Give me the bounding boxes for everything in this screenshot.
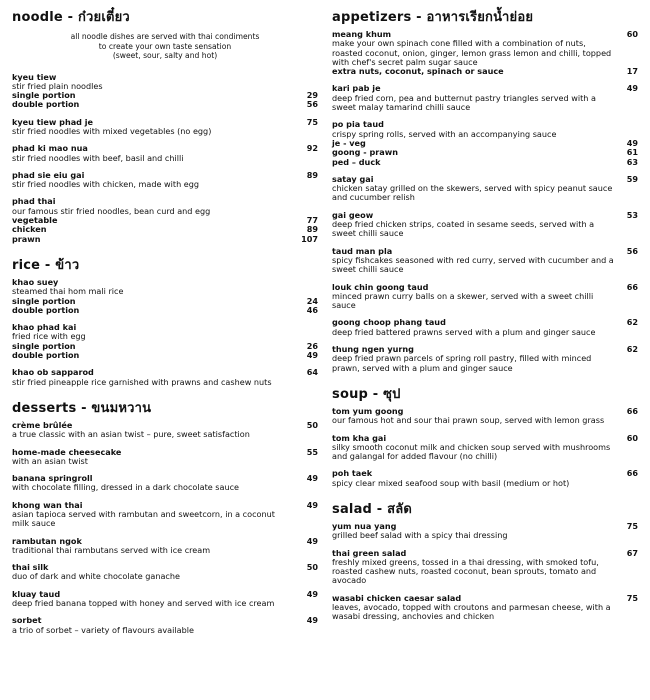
dish-name: phad thai [12,196,56,207]
dish-name: kari pab je [332,83,381,94]
dish-price: 49 [306,535,318,546]
section-intro [12,32,318,61]
dish-name: gai geow [332,209,374,220]
option-label: single portion [12,90,76,101]
option-label: chicken [12,224,47,235]
menu-item [12,590,318,609]
menu-item [332,247,638,275]
dish-price: 75 [626,520,638,531]
dish-description: leaves, avocado, topped with croutons and parmesan cheese, with a wasabi dressing, anchovies and chicken [332,602,611,622]
dish-price: 53 [626,209,638,220]
option-price: 17 [626,66,638,77]
option-label: je - veg [332,137,366,148]
menu-item [12,448,318,467]
menu-item [332,594,638,622]
menu-section [12,254,318,387]
option-label: ped – duck [332,156,381,167]
dish-name: rambutan ngok [12,535,82,546]
menu-item [12,73,318,110]
dish-description: freshly mixed greens, tossed in a thai dressing, with smoked tofu, roasted cashew nuts, roasted coconut, bean sprouts, tomato and avocado [332,556,599,586]
price-option [332,158,638,167]
option-price: 24 [306,295,318,306]
dish-name: khao phad kai [12,322,77,333]
price-option [12,225,318,234]
dish-name: khong wan thai [12,499,83,510]
menu-item [332,549,638,586]
menu-item [12,368,318,387]
menu-item [12,501,318,529]
dish-name: yum nua yang [332,520,397,531]
dish-description: stir fried noodles with beef, basil and chilli [12,152,184,163]
dish-description: deep fried battered prawns served with a plum and ginger sauce [332,326,596,337]
option-label: double portion [12,304,80,315]
dish-description: traditional thai rambutans served with ice cream [12,544,211,555]
dish-name: tom kha gai [332,432,387,443]
dish-name: taud man pla [332,245,393,256]
dish-description: asian tapioca served with rambutan and sweetcorn, in a coconut milk sauce [12,509,275,529]
dish-price: 49 [306,473,318,484]
dish-name: thung ngen yurng [332,344,414,355]
dish-description: deep fried chicken strips, coated in sesame seeds, served with a sweet chilli sauce [332,219,595,239]
dish-description: with chocolate filling, dressed in a dark chocolate sauce [12,482,240,493]
menu-item [332,211,638,239]
dish-description: with an asian twist [12,455,88,466]
dish-description: fried rice with egg [12,331,86,342]
dish-description: our famous stir fried noodles, bean curd and egg [12,205,211,216]
option-price: 49 [626,137,638,148]
section-title: appetizers - อาหารเรียกน้ำย่อย [332,10,534,25]
dish-name: kyeu tiew [12,71,57,82]
option-price: 49 [306,350,318,361]
dish-price: 55 [306,446,318,457]
section-title: rice - ข้าว [12,257,80,273]
menu-item [12,118,318,137]
dish-price: 49 [626,83,638,94]
dish-name: meang khum [332,29,392,39]
option-price: 77 [306,215,318,226]
dish-description: stir fried pineapple rice garnished with prawns and cashew nuts [12,376,272,387]
menu-item [332,407,638,426]
dish-description: crispy spring rolls, served with an accompanying sauce [332,128,557,139]
menu-item [332,84,638,112]
dish-price: 59 [626,173,638,184]
dish-description: chicken satay grilled on the skewers, served with spicy peanut sauce and cucumber relish [332,183,613,203]
dish-price: 49 [306,615,318,626]
dish-name: khao ob sapparod [12,367,94,378]
dish-description: stir fried noodles with mixed vegetables (no egg) [12,125,212,136]
dish-description: a true classic with an asian twist – pure, sweet satisfaction [12,429,250,440]
menu-item [12,537,318,556]
option-price: 61 [626,147,638,158]
dish-description: duo of dark and white chocolate ganache [12,571,180,582]
dish-price: 92 [306,143,318,154]
dish-name: kluay taud [12,588,61,599]
dish-description: silky smooth coconut milk and chicken soup served with mushrooms and galangal for added flavour (no chilli) [332,441,611,462]
dish-description: deep fried banana topped with honey and served with ice cream [12,598,275,609]
dish-price: 66 [626,405,638,416]
option-price: 26 [306,340,318,351]
section-title: soup - ซุป [332,386,401,402]
menu-item [12,563,318,582]
dish-price: 66 [626,468,638,479]
menu-section [332,498,638,622]
option-price: 63 [626,156,638,167]
dish-description: spicy fishcakes seasoned with red curry, served with cucumber and a sweet chilli sauce [332,254,614,275]
dish-price: 75 [306,116,318,127]
option-price: 107 [301,233,318,244]
dish-description: stir fried noodles with chicken, made with egg [12,179,200,190]
right-column [332,6,638,632]
section-title: desserts - ขนมหวาน [12,400,152,416]
menu-item [12,278,318,315]
option-label: double portion [12,99,80,110]
option-label: vegetable [12,215,58,226]
option-label: double portion [12,350,80,361]
option-price: 56 [306,99,318,110]
option-price: 29 [306,90,318,101]
menu-item [12,474,318,493]
dish-price: 60 [626,29,638,39]
dish-name: tom yum goong [332,405,404,416]
dish-description: steamed thai hom mali rice [12,286,124,297]
dish-name: wasabi chicken caesar salad [332,592,462,603]
dish-price: 49 [306,499,318,510]
section-title: salad - สลัด [332,501,413,517]
menu-item [12,144,318,163]
menu-item [12,323,318,360]
option-price: 89 [306,224,318,235]
left-column [12,6,318,645]
price-option [12,100,318,109]
dish-description: grilled beef salad with a spicy thai dressing [332,530,508,541]
menu-item [332,522,638,541]
menu-section [332,6,638,373]
menu-section [332,383,638,488]
dish-price: 50 [306,562,318,573]
dish-name: kyeu tiew phad je [12,116,94,127]
dish-price: 49 [306,588,318,599]
dish-price: 62 [626,317,638,328]
menu-item [12,197,318,243]
dish-description: spicy clear mixed seafood soup with basil (medium or hot) [332,477,570,488]
intro-line: (sweet, sour, salty and hot) [112,51,218,60]
dish-name: satay gai [332,173,374,184]
menu-section [12,397,318,635]
dish-name: thai green salad [332,547,407,558]
menu-item [332,345,638,373]
option-price: 46 [306,304,318,315]
dish-price: 75 [626,592,638,603]
dish-description: our famous hot and sour thai prawn soup, served with lemon grass [332,415,605,426]
section-title: noodle - ก๋วยเตี๋ยว [12,10,130,25]
option-label: single portion [12,295,76,306]
dish-name: poh taek [332,468,373,479]
dish-price: 56 [626,245,638,256]
dish-name: crème brûlée [12,419,73,430]
dish-name: khao suey [12,276,59,287]
menu-item [332,30,638,76]
menu-item [332,283,638,311]
menu-item [12,171,318,190]
dish-description: make your own spinach cone filled with a combination of nuts, roasted coconut, onion, ginger, lemon grass lemon and chilli, topped with chef's secret palm sugar sauce [332,38,612,67]
dish-name: louk chin goong taud [332,281,429,292]
dish-price: 67 [626,547,638,558]
price-option [332,67,638,76]
dish-name: thai silk [12,562,49,573]
dish-description: stir fried plain noodles [12,80,103,91]
menu-item [12,421,318,440]
intro-line: to create your own taste sensation [98,41,232,51]
menu-item [332,120,638,166]
option-label: goong - prawn [332,147,398,158]
option-label: prawn [12,233,41,244]
dish-description: deep fried corn, pea and butternut pastry triangles served with a sweet malay tamarind chilli sauce [332,92,596,113]
menu-item [332,318,638,337]
dish-price: 64 [306,367,318,378]
option-label: single portion [12,340,76,351]
dish-price: 89 [306,169,318,180]
menu-item [332,434,638,462]
dish-name: home-made cheesecake [12,446,122,457]
dish-description: deep fried prawn parcels of spring roll pastry, filled with minced prawn, served with a plum and ginger sauce [332,353,592,373]
menu-item [332,469,638,488]
dish-name: banana springroll [12,473,93,484]
dish-name: po pia taud [332,119,384,130]
option-label: extra nuts, coconut, spinach or sauce [332,66,504,77]
menu-item [332,175,638,203]
dish-description: minced prawn curry balls on a skewer, served with a sweet chilli sauce [332,290,594,311]
dish-description: a trio of sorbet – variety of flavours available [12,624,194,635]
dish-price: 66 [626,281,638,292]
dish-name: phad sie eiu gai [12,169,85,180]
dish-name: goong choop phang taud [332,317,446,328]
dish-price: 62 [626,344,638,355]
menu-section [12,6,318,244]
menu-item [12,616,318,635]
dish-name: phad ki mao nua [12,143,88,154]
price-option [12,216,318,225]
price-option [12,351,318,360]
intro-line: all noodle dishes are served with thai condiments [70,32,260,41]
dish-name: sorbet [12,615,42,626]
dish-price: 50 [306,419,318,430]
price-option [12,235,318,244]
price-option [12,306,318,315]
dish-price: 60 [626,432,638,443]
